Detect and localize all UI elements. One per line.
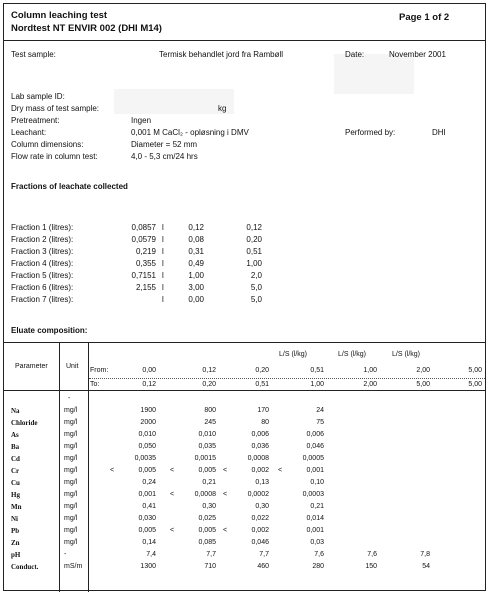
eluate-value: 7,6 bbox=[367, 551, 377, 558]
parameter-unit: mg/l bbox=[64, 515, 78, 522]
parameter-unit: - bbox=[64, 551, 67, 558]
lab-sample-id-label: Lab sample ID: bbox=[11, 92, 65, 101]
leachant-value: 0,001 M CaCl₂ - opløsning i DMV bbox=[131, 128, 249, 137]
page-indicator: Page 1 of 2 bbox=[399, 12, 450, 23]
eluate-value: 0,30 bbox=[255, 503, 269, 510]
column-dimensions-label: Column dimensions: bbox=[11, 140, 84, 149]
fraction-cumulative-ls: 5,0 bbox=[250, 295, 262, 304]
fraction-label: Fraction 2 (litres): bbox=[11, 235, 74, 244]
fraction-ls: 0,08 bbox=[188, 235, 204, 244]
document-title: Column leaching test bbox=[11, 10, 108, 21]
parameter-name: pH bbox=[11, 551, 21, 559]
eluate-value: 710 bbox=[204, 563, 216, 570]
parameter-name: Na bbox=[11, 407, 20, 415]
pretreatment-value: Ingen bbox=[131, 116, 152, 125]
eluate-value: 0,022 bbox=[251, 515, 269, 522]
fraction-label: Fraction 3 (litres): bbox=[11, 247, 74, 256]
ls-header: L/S (l/kg) bbox=[279, 351, 308, 358]
parameter-name: Cr bbox=[11, 467, 20, 475]
eluate-value: 0,005 bbox=[198, 467, 216, 474]
less-than-marker: < bbox=[278, 467, 283, 474]
eluate-value: 7,6 bbox=[314, 551, 324, 558]
parameter-unit: mg/l bbox=[64, 503, 78, 510]
eluate-value: 75 bbox=[316, 419, 324, 426]
parameter-unit: mg/l bbox=[64, 467, 78, 474]
parameter-unit: mg/l bbox=[64, 455, 78, 462]
eluate-value: 0,001 bbox=[138, 491, 156, 498]
eluate-value: 0,006 bbox=[306, 431, 324, 438]
eluate-value: 0,24 bbox=[142, 479, 156, 486]
performed-by-value: DHI bbox=[432, 128, 446, 137]
fraction-cumulative-ls: 0,20 bbox=[246, 235, 262, 244]
fraction-volume: 0,0579 bbox=[131, 235, 156, 244]
eluate-value: 0,001 bbox=[306, 467, 324, 474]
scan-noise bbox=[334, 54, 414, 94]
fraction-cumulative-ls: 0,51 bbox=[246, 247, 262, 256]
table-header-bottom-border bbox=[4, 390, 485, 391]
eluate-value: 460 bbox=[257, 563, 269, 570]
performed-by-label: Performed by: bbox=[345, 128, 396, 137]
eluate-value: 7,7 bbox=[259, 551, 269, 558]
unit-dash: - bbox=[68, 395, 71, 402]
eluate-value: 7,8 bbox=[420, 551, 430, 558]
column-divider bbox=[88, 342, 89, 592]
parameter-name: Chloride bbox=[11, 419, 38, 427]
dry-mass-unit: kg bbox=[218, 104, 227, 113]
fraction-label: Fraction 1 (litres): bbox=[11, 223, 74, 232]
fraction-label: Fraction 6 (litres): bbox=[11, 283, 74, 292]
eluate-value: 0,002 bbox=[251, 467, 269, 474]
eluate-value: 0,030 bbox=[138, 515, 156, 522]
fraction-ls: 0,31 bbox=[188, 247, 204, 256]
test-sample-label: Test sample: bbox=[11, 50, 56, 59]
eluate-value: 0,0003 bbox=[302, 491, 324, 498]
eluate-value: 0,010 bbox=[198, 431, 216, 438]
eluate-value: 0,03 bbox=[310, 539, 324, 546]
fraction-ls: 3,00 bbox=[188, 283, 204, 292]
eluate-value: 0,0008 bbox=[247, 455, 269, 462]
eluate-value: 0,14 bbox=[142, 539, 156, 546]
eluate-value: 0,002 bbox=[251, 527, 269, 534]
fraction-cumulative-ls: 0,12 bbox=[246, 223, 262, 232]
pretreatment-label: Pretreatment: bbox=[11, 116, 60, 125]
ls-from-value: 2,00 bbox=[416, 367, 430, 374]
eluate-value: 2000 bbox=[140, 419, 156, 426]
fraction-ls: 0,12 bbox=[188, 223, 204, 232]
ls-from-value: 0,51 bbox=[310, 367, 324, 374]
eluate-value: 0,0035 bbox=[134, 455, 156, 462]
ls-from-value: 0,00 bbox=[142, 367, 156, 374]
fraction-volume: 0,219 bbox=[135, 247, 156, 256]
parameter-name: Zn bbox=[11, 539, 20, 547]
date-value: November 2001 bbox=[389, 50, 446, 59]
parameter-unit: mg/l bbox=[64, 539, 78, 546]
flow-rate-value: 4,0 - 5,3 cm/24 hrs bbox=[131, 152, 198, 161]
eluate-value: 0,10 bbox=[310, 479, 324, 486]
parameter-name: As bbox=[11, 431, 19, 439]
eluate-value: 0,0008 bbox=[194, 491, 216, 498]
fraction-volume: 0,355 bbox=[135, 259, 156, 268]
ls-header: L/S (l/kg) bbox=[392, 351, 421, 358]
fraction-unit: l bbox=[162, 271, 164, 280]
fraction-ls: 1,00 bbox=[188, 271, 204, 280]
dry-mass-label: Dry mass of test sample: bbox=[11, 104, 100, 113]
eluate-value: 0,21 bbox=[310, 503, 324, 510]
eluate-value: 170 bbox=[257, 407, 269, 414]
parameter-unit: mS/m bbox=[64, 563, 83, 570]
ls-to-value: 0,20 bbox=[202, 381, 216, 388]
fraction-label: Fraction 5 (litres): bbox=[11, 271, 74, 280]
ls-to-value: 1,00 bbox=[310, 381, 324, 388]
parameter-unit: mg/l bbox=[64, 431, 78, 438]
eluate-value: 7,4 bbox=[146, 551, 156, 558]
eluate-value: 0,050 bbox=[138, 443, 156, 450]
parameter-unit: mg/l bbox=[64, 491, 78, 498]
eluate-value: 280 bbox=[312, 563, 324, 570]
date-label: Date: bbox=[345, 50, 365, 59]
eluate-value: 245 bbox=[204, 419, 216, 426]
parameter-unit: mg/l bbox=[64, 407, 78, 414]
ls-from-value: 1,00 bbox=[363, 367, 377, 374]
eluate-value: 1900 bbox=[140, 407, 156, 414]
fraction-label: Fraction 4 (litres): bbox=[11, 259, 74, 268]
less-than-marker: < bbox=[170, 527, 175, 534]
fraction-unit: l bbox=[162, 295, 164, 304]
eluate-value: 0,036 bbox=[251, 443, 269, 450]
eluate-value: 0,0015 bbox=[194, 455, 216, 462]
eluate-value: 0,035 bbox=[198, 443, 216, 450]
parameter-name: Ni bbox=[11, 515, 18, 523]
unit-header: Unit bbox=[66, 363, 79, 370]
ls-to-value: 0,51 bbox=[255, 381, 269, 388]
fraction-unit: l bbox=[162, 247, 164, 256]
header-divider bbox=[4, 40, 485, 41]
fraction-volume: 2,155 bbox=[135, 283, 156, 292]
table-top-border bbox=[4, 342, 485, 343]
document-subtitle: Nordtest NT ENVIR 002 (DHI M14) bbox=[11, 23, 162, 34]
parameter-header: Parameter bbox=[15, 363, 48, 370]
eluate-value: 0,41 bbox=[142, 503, 156, 510]
eluate-value: 0,005 bbox=[198, 527, 216, 534]
parameter-name: Pb bbox=[11, 527, 20, 535]
eluate-value: 0,085 bbox=[198, 539, 216, 546]
eluate-value: 80 bbox=[261, 419, 269, 426]
eluate-value: 24 bbox=[316, 407, 324, 414]
parameter-unit: mg/l bbox=[64, 479, 78, 486]
parameter-unit: mg/l bbox=[64, 443, 78, 450]
parameter-name: Cd bbox=[11, 455, 20, 463]
parameter-name: Ba bbox=[11, 443, 20, 451]
eluate-value: 0,014 bbox=[306, 515, 324, 522]
test-sample-value: Termisk behandlet jord fra Rambøll bbox=[159, 50, 284, 59]
ls-header: L/S (l/kg) bbox=[338, 351, 367, 358]
parameter-unit: mg/l bbox=[64, 527, 78, 534]
ls-from-value: 0,12 bbox=[202, 367, 216, 374]
from-to-divider bbox=[89, 378, 485, 379]
parameter-name: Hg bbox=[11, 491, 20, 499]
eluate-value: 0,046 bbox=[251, 539, 269, 546]
eluate-value: 0,30 bbox=[202, 503, 216, 510]
eluate-value: 7,7 bbox=[206, 551, 216, 558]
fraction-label: Fraction 7 (litres): bbox=[11, 295, 74, 304]
less-than-marker: < bbox=[170, 467, 175, 474]
less-than-marker: < bbox=[223, 527, 228, 534]
scan-noise bbox=[114, 89, 234, 114]
eluate-value: 150 bbox=[365, 563, 377, 570]
eluate-value: 0,005 bbox=[138, 527, 156, 534]
leachant-label: Leachant: bbox=[11, 128, 47, 137]
fraction-cumulative-ls: 2,0 bbox=[250, 271, 262, 280]
less-than-marker: < bbox=[223, 491, 228, 498]
eluate-value: 0,0005 bbox=[302, 455, 324, 462]
eluate-value: 0,025 bbox=[198, 515, 216, 522]
ls-to-value: 2,00 bbox=[363, 381, 377, 388]
document-page bbox=[3, 3, 486, 591]
ls-to-value: 5,00 bbox=[416, 381, 430, 388]
column-dimensions-value: Diameter = 52 mm bbox=[131, 140, 198, 149]
fraction-cumulative-ls: 1,00 bbox=[246, 259, 262, 268]
parameter-name: Conduct. bbox=[11, 563, 39, 571]
flow-rate-label: Flow rate in column test: bbox=[11, 152, 98, 161]
eluate-value: 0,046 bbox=[306, 443, 324, 450]
less-than-marker: < bbox=[223, 467, 228, 474]
ls-to-value: 5,00 bbox=[468, 381, 482, 388]
fraction-ls: 0,49 bbox=[188, 259, 204, 268]
fraction-unit: l bbox=[162, 259, 164, 268]
eluate-value: 0,0002 bbox=[247, 491, 269, 498]
eluate-value: 0,001 bbox=[306, 527, 324, 534]
ls-from-value: 5,00 bbox=[468, 367, 482, 374]
eluate-value: 0,21 bbox=[202, 479, 216, 486]
fraction-volume: 0,0857 bbox=[131, 223, 156, 232]
less-than-marker: < bbox=[170, 491, 175, 498]
fraction-unit: l bbox=[162, 283, 164, 292]
eluate-value: 1300 bbox=[140, 563, 156, 570]
eluate-value: 0,005 bbox=[138, 467, 156, 474]
fractions-heading: Fractions of leachate collected bbox=[11, 182, 128, 191]
eluate-value: 800 bbox=[204, 407, 216, 414]
fraction-ls: 0,00 bbox=[188, 295, 204, 304]
column-divider bbox=[59, 342, 60, 592]
from-label: From: bbox=[90, 367, 109, 374]
parameter-name: Mn bbox=[11, 503, 22, 511]
parameter-name: Cu bbox=[11, 479, 20, 487]
fraction-cumulative-ls: 5,0 bbox=[250, 283, 262, 292]
fraction-unit: l bbox=[162, 235, 164, 244]
ls-to-value: 0,12 bbox=[142, 381, 156, 388]
fraction-volume: 0,7151 bbox=[131, 271, 156, 280]
eluate-value: 54 bbox=[422, 563, 430, 570]
ls-from-value: 0,20 bbox=[255, 367, 269, 374]
to-label: To: bbox=[90, 381, 100, 388]
eluate-value: 0,13 bbox=[255, 479, 269, 486]
eluate-value: 0,006 bbox=[251, 431, 269, 438]
fraction-unit: l bbox=[162, 223, 164, 232]
less-than-marker: < bbox=[110, 467, 115, 474]
eluate-value: 0,010 bbox=[138, 431, 156, 438]
eluate-heading: Eluate composition: bbox=[11, 326, 88, 335]
parameter-unit: mg/l bbox=[64, 419, 78, 426]
